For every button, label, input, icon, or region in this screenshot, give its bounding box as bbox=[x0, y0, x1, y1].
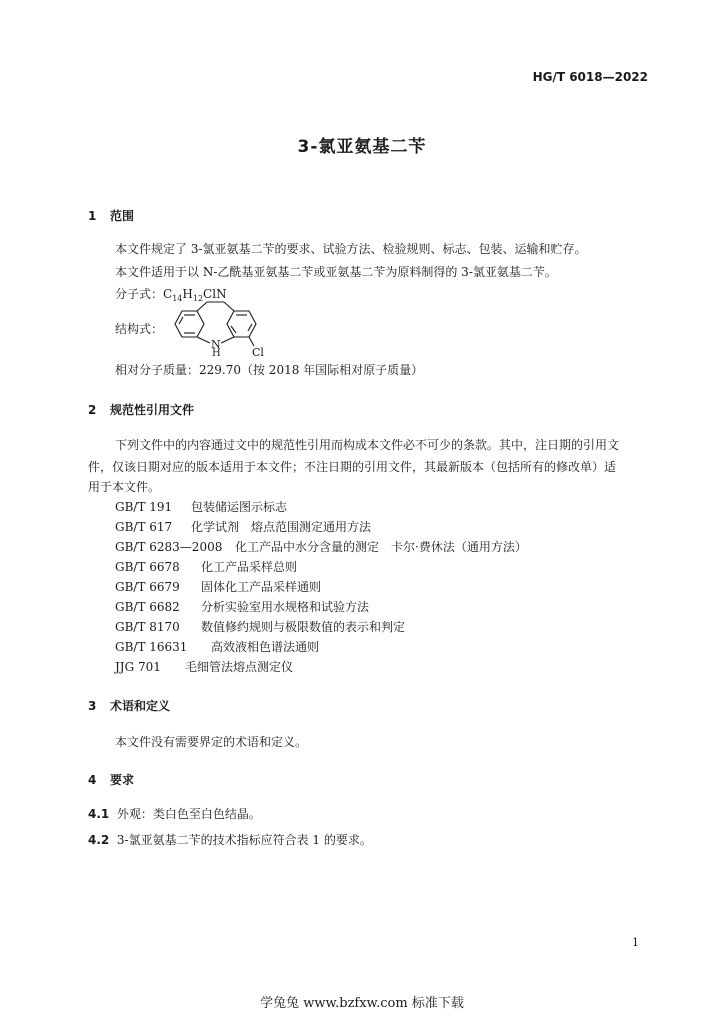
section-4-heading bbox=[88, 771, 134, 788]
footer-watermark: 学兔兔 www.bzfxw.com 标准下载 bbox=[260, 996, 464, 1011]
reference-code: GB/T 617 bbox=[115, 520, 173, 534]
normative-intro-line-1: 下列文件中的内容通过文中的规范性引用而构成本文件必不可少的条款。其中，注日期的引用文 bbox=[115, 438, 620, 452]
reference-title: 化学试剂 熔点范围测定通用方法 bbox=[191, 520, 372, 534]
reference-item bbox=[115, 558, 297, 575]
reference-title: 分析实验室用水规格和试验方法 bbox=[201, 600, 370, 614]
reference-item bbox=[115, 638, 319, 655]
section-2-heading bbox=[88, 401, 194, 418]
reference-title: 包装储运图示标志 bbox=[191, 500, 288, 514]
formula-h: H bbox=[182, 287, 193, 301]
clause-4-2 bbox=[88, 831, 372, 848]
clause-4-1 bbox=[88, 805, 261, 822]
formula-h-subscript: 12 bbox=[192, 294, 204, 303]
section-number: 3 bbox=[88, 699, 97, 713]
formula-c: C bbox=[163, 287, 173, 301]
reference-title: 化工产品采样总则 bbox=[201, 560, 298, 574]
normative-intro-line-2: 件，仅该日期对应的版本适用于本文件；不注日期的引用文件，其最新版本（包括所有的修改单）适 bbox=[88, 460, 617, 474]
reference-code: GB/T 6283—2008 bbox=[115, 540, 223, 554]
structure-label: 结构式： bbox=[115, 322, 164, 336]
reference-code: GB/T 16631 bbox=[115, 640, 188, 654]
formula-label: 分子式： bbox=[115, 287, 164, 301]
section-number: 1 bbox=[88, 209, 97, 223]
reference-item bbox=[115, 498, 287, 515]
reference-item bbox=[115, 598, 369, 615]
normative-intro-line-3: 用于本文件。 bbox=[88, 480, 161, 494]
document-title: 3-氯亚氨基二苄 bbox=[297, 137, 427, 157]
section-3-heading bbox=[88, 697, 170, 714]
reference-title: 化工产品中水分含量的测定 卡尔·费休法（通用方法） bbox=[235, 540, 527, 554]
reference-code: JJG 701 bbox=[115, 660, 161, 674]
reference-item bbox=[115, 578, 321, 595]
section-title: 要求 bbox=[110, 773, 135, 787]
standard-code: HG/T 6018—2022 bbox=[532, 70, 648, 84]
chlorine-label: Cl bbox=[252, 346, 264, 356]
formula-rest: ClN bbox=[203, 287, 227, 301]
hydrogen-label: H bbox=[212, 348, 221, 356]
section-number: 4 bbox=[88, 773, 97, 787]
scope-line-1: 本文件规定了 3-氯亚氨基二苄的要求、试验方法、检验规则、标志、包装、运输和贮存。 bbox=[115, 242, 587, 256]
section-number: 2 bbox=[88, 403, 97, 417]
reference-code: GB/T 6682 bbox=[115, 600, 180, 614]
reference-item bbox=[115, 658, 293, 675]
section-title: 规范性引用文件 bbox=[110, 403, 195, 417]
page-number: 1 bbox=[632, 936, 639, 949]
reference-code: GB/T 8170 bbox=[115, 620, 180, 634]
section-title: 范围 bbox=[110, 209, 135, 223]
reference-title: 数值修约规则与极限数值的表示和判定 bbox=[201, 620, 406, 634]
reference-title: 高效液相色谱法通则 bbox=[211, 640, 320, 654]
structural-formula-diagram bbox=[164, 300, 274, 356]
reference-code: GB/T 6678 bbox=[115, 560, 180, 574]
scope-line-2: 本文件适用于以 N-乙酰基亚氨基二苄或亚氨基二苄为原料制得的 3-氯亚氨基二苄。 bbox=[115, 265, 557, 279]
formula-c-subscript: 14 bbox=[172, 294, 183, 303]
reference-item bbox=[115, 618, 405, 635]
reference-title: 毛细管法熔点测定仪 bbox=[185, 660, 294, 674]
reference-code: GB/T 191 bbox=[115, 500, 173, 514]
section-1-heading bbox=[88, 207, 134, 224]
section-title: 术语和定义 bbox=[110, 699, 171, 713]
molecular-mass: 相对分子质量：229.70（按 2018 年国际相对原子质量） bbox=[115, 363, 424, 377]
reference-item bbox=[115, 538, 527, 555]
reference-code: GB/T 6679 bbox=[115, 580, 180, 594]
terms-text: 本文件没有需要界定的术语和定义。 bbox=[115, 735, 308, 749]
reference-item bbox=[115, 518, 371, 535]
clause-text: 外观：类白色至白色结晶。 bbox=[116, 807, 261, 821]
reference-title: 固体化工产品采样通则 bbox=[201, 580, 322, 594]
clause-number: 4.1 bbox=[88, 807, 110, 821]
nitrogen-label: N bbox=[211, 338, 221, 351]
clause-number: 4.2 bbox=[88, 833, 110, 847]
clause-text: 3-氯亚氨基二苄的技术指标应符合表 1 的要求。 bbox=[116, 833, 372, 847]
